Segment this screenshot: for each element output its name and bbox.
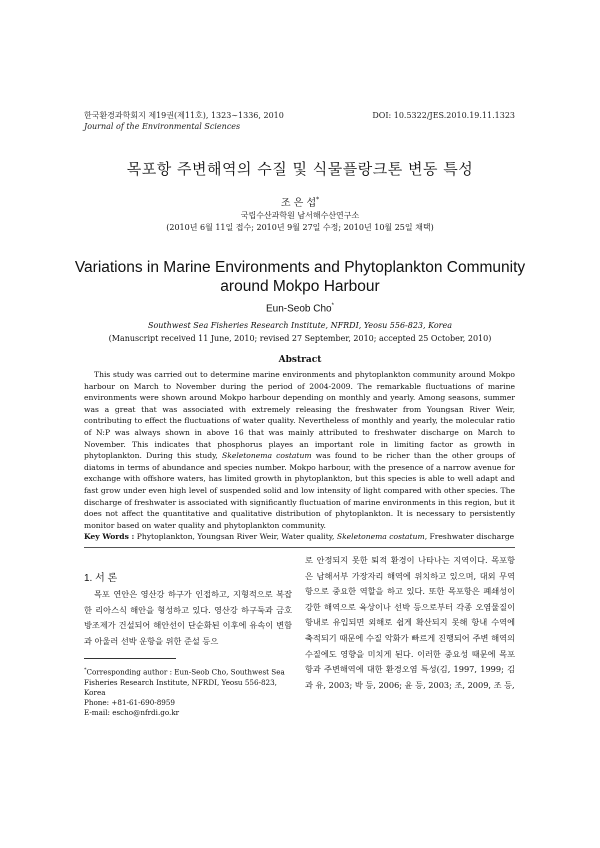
author-korean-name: 조 은 섭 <box>280 198 317 209</box>
keywords-label: Key Words : <box>84 532 135 541</box>
dates-english: (Manuscript received 11 June, 2010; revised 27 September, 2010; accepted 25 October, 2010) <box>108 334 492 343</box>
journal-name-en: Journal of the Environmental Sciences <box>84 122 241 131</box>
footnote <box>84 665 292 718</box>
corresponding-mark-en: * <box>331 303 334 309</box>
author-english-name: Eun-Seob Cho <box>266 303 332 315</box>
abstract-divider <box>84 547 515 548</box>
abstract-text-1: This study was carried out to determine marine environments and phytoplankton community around Mokpo harbour on March to November during the period of 2004-2009. The remarkable fluctuations of marine environments were shown around Mokpo harbour depending on monthly and yearly. Among seasons, summer was a great that was associated with extremely releasing the freshwater from Youngsan River Weir, contributing to effect the fluctuations of water quality. Nevertheless of monthly and yearly, the molecular ratio of N:P was always shown in above 16 that was mainly attributed to freshwater discharge on March to November. This indicates that phosphorus playes an important role in limiting factor as growth in phytoplankton. During this study, <box>84 370 515 461</box>
intro-left-column: 목포 연안은 영산강 하구가 인접하고, 지형적으로 복잡한 리아스식 해안을 형성하고 있다. 영산강 하구둑과 금호방조제가 건설되어 해안선이 단순화된 이후에 유속이 변함과 아울러 선박 운항을 위한 준설 등으 <box>84 589 292 646</box>
author-korean <box>0 194 600 209</box>
footnote-divider <box>84 658 176 659</box>
abstract-text-2: was found to be richer than the other groups of diatoms in terms of abundance and species number. Mokpo harbour, with the presence of a narrow avenue for exchange with offshore waters, has limited growth in phytoplankton, but this species is able to well adapt and fast grow under even high level of suspended solid and low intensity of light compared with other species. The discharge of freshwater is associated with significantly fluctuation of marine environments in this region, but it does not affect the quantitative and qualitative distribution of phytoplankton. It is necessary to persistently monitor based on water quality and phytoplankton community. <box>84 451 516 530</box>
affiliation-korean <box>0 210 600 234</box>
keywords-species: Skeletonema costatum <box>336 532 425 541</box>
title-korean: 목포항 주변해역의 수질 및 식물플랑크톤 변동 특성 <box>126 160 474 178</box>
keywords-text-2: , Freshwater discharge <box>424 532 515 541</box>
keywords-text-1: Phytoplankton, Youngsan River Weir, Water quality, <box>134 532 337 541</box>
corresponding-mark: * <box>316 196 320 204</box>
section-heading-intro: 1. 서 론 <box>84 573 118 584</box>
doi: DOI: 10.5322/JES.2010.19.11.1323 <box>372 111 515 120</box>
affiliation-english <box>0 319 600 345</box>
affiliation-ko-text: 국립수산과학원 남서해수산연구소 <box>240 211 360 220</box>
footnote-email: E-mail: escho@nfrdi.go.kr <box>84 708 180 718</box>
footnote-mark: * <box>84 667 87 673</box>
title-english: Variations in Marine Environments and Phytoplankton Community around Mokpo Harbour <box>74 259 526 295</box>
intro-right-column: 로 안정되지 못한 퇴적 환경이 나타나는 지역이다. 목포항은 남해서부 가장자리 해역에 위치하고 있으며, 대외 무역항으로 중요한 역할을 하고 있다. 또한 목포항은 폐쇄성이 강한 해역으로 육상이나 선박 등으로부터 각종 오염물질이 항내로 유입되면 외해로 쉽게 확산되지 못해 항내 수역에 축적되기 때문에 수질 악화가 빠르게 진행되어 주변 해역의 수질에도 영향을 미치게 된다. 이러한 중요성 때문에 목포항과 주변해역에 대한 환경오염 특성(김, 1997, 1999; 김과 유, 2003; 박 등, 2006; 윤 등, 2003; 조, 2009, 조 등, <box>305 555 515 690</box>
footnote-phone: Phone: +81-61-690-8959 <box>84 698 175 707</box>
author-english <box>0 303 600 314</box>
affiliation-en-text: Southwest Sea Fisheries Research Institute, NFRDI, Yeosu 556-823, Korea <box>147 321 453 330</box>
abstract-heading: Abstract <box>278 355 322 365</box>
footnote-corresponding: Corresponding author : Eun-Seob Cho, Southwest Sea Fisheries Research Institute, NFRDI, Yeosu 556-823, Korea <box>84 667 285 697</box>
footnote-line-1 <box>84 665 292 698</box>
abstract-body <box>84 369 515 531</box>
journal-citation-ko: 한국환경과학회지 제19권(제11호), 1323∼1336, 2010 <box>84 111 284 120</box>
dates-korean: (2010년 6월 11일 접수; 2010년 9월 27일 수정; 2010년 10월 25일 채택) <box>166 223 434 232</box>
abstract-species: Skeletonema costatum <box>222 451 312 461</box>
keywords <box>84 531 544 542</box>
